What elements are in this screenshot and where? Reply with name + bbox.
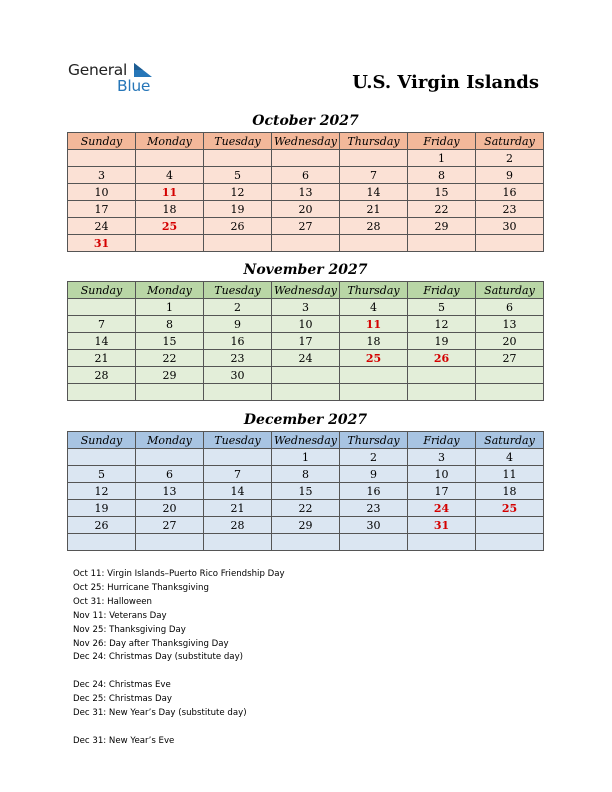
day-cell: 29 [136,367,204,384]
week-row [68,299,544,316]
day-cell: 29 [272,517,340,534]
holiday-day-cell: 24 [408,500,476,517]
month-november [67,261,544,401]
holiday-item: Nov 25: Thanksgiving Day [73,624,186,635]
day-cell: 1 [408,150,476,167]
day-cell: 16 [204,333,272,350]
empty-day-cell [136,150,204,167]
month-title: December 2027 [243,412,368,428]
day-cell: 18 [136,201,204,218]
weekday-header: Saturday [476,282,544,299]
weekday-header: Friday [408,432,476,449]
logo-flag-icon [134,63,154,77]
week-row [68,449,544,466]
day-cell: 30 [476,218,544,235]
holiday-item: Oct 31: Halloween [73,596,152,607]
holiday-day-cell: 11 [136,184,204,201]
day-cell: 27 [476,350,544,367]
day-cell: 10 [68,184,136,201]
empty-day-cell [68,534,136,551]
month-title: November 2027 [243,262,368,278]
empty-day-cell [476,534,544,551]
empty-day-cell [476,517,544,534]
day-cell: 23 [476,201,544,218]
day-cell: 5 [408,299,476,316]
day-cell: 15 [272,483,340,500]
day-cell: 21 [68,350,136,367]
holiday-item: Nov 26: Day after Thanksgiving Day [73,638,229,649]
empty-day-cell [68,150,136,167]
empty-day-cell [272,235,340,252]
empty-day-cell [68,299,136,316]
day-cell: 5 [204,167,272,184]
logo-word-general: General [68,61,127,79]
day-cell: 26 [68,517,136,534]
day-cell: 7 [68,316,136,333]
week-row [68,367,544,384]
day-cell: 3 [272,299,340,316]
day-cell: 23 [204,350,272,367]
week-row [68,500,544,517]
holiday-day-cell: 31 [68,235,136,252]
week-row [68,534,544,551]
day-cell: 30 [204,367,272,384]
weekday-header: Wednesday [272,432,340,449]
day-cell: 5 [68,466,136,483]
day-cell: 6 [272,167,340,184]
empty-day-cell [136,384,204,401]
empty-day-cell [204,534,272,551]
day-cell: 6 [136,466,204,483]
day-cell: 18 [340,333,408,350]
day-cell: 13 [136,483,204,500]
day-cell: 28 [340,218,408,235]
holiday-item: Dec 24: Christmas Day (substitute day) [73,652,244,663]
day-cell: 27 [136,517,204,534]
empty-day-cell [272,367,340,384]
day-cell: 17 [272,333,340,350]
empty-day-cell [408,384,476,401]
weekday-header: Tuesday [204,432,272,449]
weekday-header: Thursday [340,282,408,299]
weekday-header: Wednesday [272,282,340,299]
day-cell: 9 [340,466,408,483]
empty-day-cell [136,235,204,252]
day-cell: 23 [340,500,408,517]
empty-day-cell [340,384,408,401]
day-cell: 2 [204,299,272,316]
day-cell: 21 [204,500,272,517]
weekday-header: Sunday [68,432,136,449]
weekday-header: Thursday [340,133,408,150]
week-row [68,184,544,201]
weekday-header: Friday [408,133,476,150]
empty-day-cell [272,534,340,551]
day-cell: 14 [204,483,272,500]
day-cell: 19 [408,333,476,350]
weekday-header: Tuesday [204,133,272,150]
day-cell: 24 [68,218,136,235]
day-cell: 3 [408,449,476,466]
calendar-body [68,299,544,401]
day-cell: 8 [136,316,204,333]
day-cell: 1 [136,299,204,316]
calendar-table [67,281,544,401]
day-cell: 30 [340,517,408,534]
empty-day-cell [204,449,272,466]
weekday-header: Monday [136,133,204,150]
empty-day-cell [476,384,544,401]
day-cell: 17 [68,201,136,218]
weekday-header: Saturday [476,432,544,449]
country-title: U.S. Virgin Islands [352,72,539,93]
day-cell: 11 [476,466,544,483]
empty-day-cell [408,235,476,252]
week-row [68,201,544,218]
calendar-body [68,449,544,551]
empty-day-cell [204,150,272,167]
day-cell: 4 [136,167,204,184]
holiday-item: Dec 24: Christmas Eve [73,680,171,691]
weekday-header-row [68,133,544,150]
day-cell: 20 [136,500,204,517]
calendar-body [68,150,544,252]
holiday-item: Nov 11: Veterans Day [73,610,167,621]
weekday-header: Saturday [476,133,544,150]
day-cell: 27 [272,218,340,235]
empty-day-cell [476,235,544,252]
weekday-header-row [68,432,544,449]
day-cell: 14 [340,184,408,201]
day-cell: 13 [476,316,544,333]
list-spacer [73,721,285,735]
day-cell: 15 [408,184,476,201]
day-cell: 26 [204,218,272,235]
week-row [68,167,544,184]
month-december [67,411,544,551]
holiday-item: Dec 31: New Year’s Day (substitute day) [73,708,247,719]
day-cell: 28 [68,367,136,384]
day-cell: 4 [476,449,544,466]
holiday-item: Dec 25: Christmas Day [73,694,172,705]
weekday-header: Tuesday [204,282,272,299]
empty-day-cell [68,449,136,466]
empty-day-cell [476,367,544,384]
day-cell: 9 [476,167,544,184]
weekday-header: Sunday [68,282,136,299]
weekday-header: Thursday [340,432,408,449]
day-cell: 9 [204,316,272,333]
day-cell: 16 [340,483,408,500]
week-row [68,218,544,235]
empty-day-cell [204,235,272,252]
day-cell: 14 [68,333,136,350]
day-cell: 20 [272,201,340,218]
day-cell: 21 [340,201,408,218]
list-spacer [73,665,285,679]
holiday-day-cell: 25 [476,500,544,517]
day-cell: 10 [272,316,340,333]
day-cell: 3 [68,167,136,184]
holiday-item: Oct 25: Hurricane Thanksgiving [73,582,209,593]
week-row [68,333,544,350]
day-cell: 19 [68,500,136,517]
day-cell: 7 [204,466,272,483]
holiday-item: Dec 31: New Year’s Eve [73,735,175,746]
week-row [68,384,544,401]
day-cell: 20 [476,333,544,350]
day-cell: 2 [340,449,408,466]
weekday-header: Monday [136,432,204,449]
day-cell: 13 [272,184,340,201]
day-cell: 10 [408,466,476,483]
day-cell: 22 [408,201,476,218]
day-cell: 8 [272,466,340,483]
day-cell: 16 [476,184,544,201]
week-row [68,150,544,167]
week-row [68,483,544,500]
day-cell: 12 [408,316,476,333]
weekday-header: Friday [408,282,476,299]
day-cell: 12 [204,184,272,201]
holiday-list [73,568,285,749]
weekday-header: Sunday [68,133,136,150]
day-cell: 4 [340,299,408,316]
day-cell: 15 [136,333,204,350]
week-row [68,517,544,534]
day-cell: 8 [408,167,476,184]
day-cell: 22 [136,350,204,367]
weekday-header: Wednesday [272,133,340,150]
empty-day-cell [272,150,340,167]
day-cell: 28 [204,517,272,534]
day-cell: 19 [204,201,272,218]
week-row [68,316,544,333]
empty-day-cell [340,235,408,252]
general-blue-logo [68,60,168,96]
empty-day-cell [136,449,204,466]
day-cell: 12 [68,483,136,500]
day-cell: 29 [408,218,476,235]
empty-day-cell [340,534,408,551]
day-cell: 24 [272,350,340,367]
day-cell: 2 [476,150,544,167]
empty-day-cell [340,367,408,384]
holiday-day-cell: 26 [408,350,476,367]
empty-day-cell [408,534,476,551]
day-cell: 7 [340,167,408,184]
logo-word-blue: Blue [117,77,151,95]
weekday-header: Monday [136,282,204,299]
month-october [67,112,544,252]
day-cell: 1 [272,449,340,466]
week-row [68,235,544,252]
holiday-day-cell: 25 [340,350,408,367]
empty-day-cell [340,150,408,167]
empty-day-cell [408,367,476,384]
holiday-day-cell: 25 [136,218,204,235]
weekday-header-row [68,282,544,299]
holiday-day-cell: 11 [340,316,408,333]
empty-day-cell [272,384,340,401]
day-cell: 6 [476,299,544,316]
day-cell: 22 [272,500,340,517]
day-cell: 17 [408,483,476,500]
holiday-day-cell: 31 [408,517,476,534]
calendar-table [67,431,544,551]
holiday-item: Oct 11: Virgin Islands–Puerto Rico Friendship Day [73,569,285,579]
empty-day-cell [136,534,204,551]
empty-day-cell [68,384,136,401]
empty-day-cell [204,384,272,401]
calendar-table [67,132,544,252]
week-row [68,350,544,367]
week-row [68,466,544,483]
day-cell: 18 [476,483,544,500]
month-title: October 2027 [252,113,359,129]
